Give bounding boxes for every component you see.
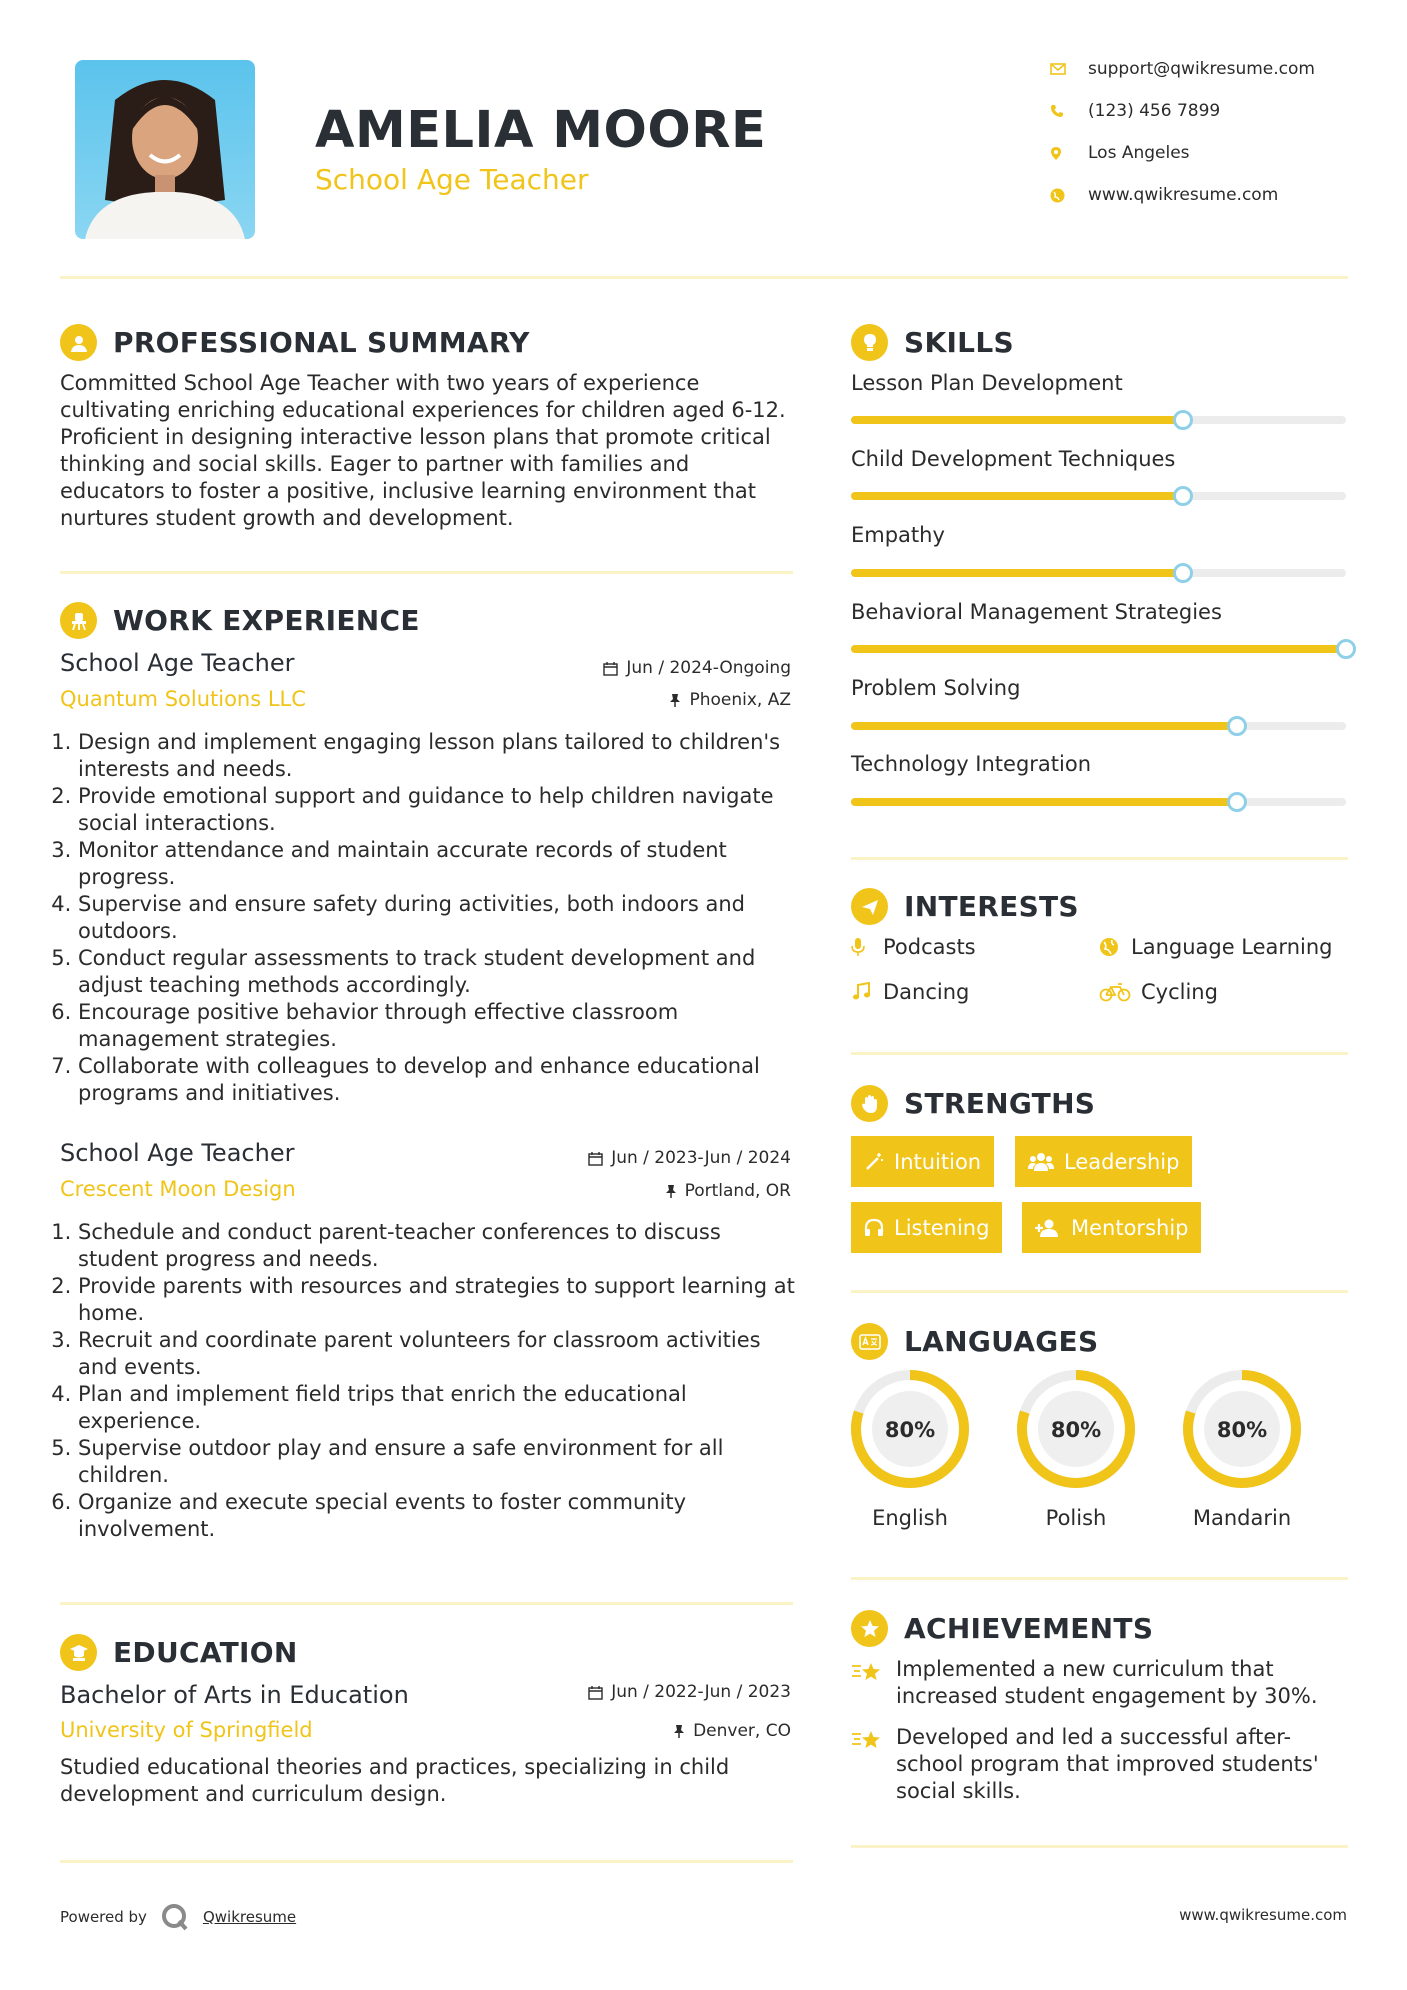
achievement-text: Developed and led a successful after-school program that improved students' social skills. bbox=[896, 1725, 1319, 1803]
achievements-title: ACHIEVEMENTS bbox=[904, 1612, 1154, 1645]
globe-icon bbox=[1099, 937, 1131, 957]
skill-bar bbox=[851, 416, 1346, 424]
language-name: English bbox=[872, 1506, 948, 1530]
list-item: 4. Supervise and ensure safety during activities, both indoors and outdoors. bbox=[78, 891, 800, 945]
qwikresume-logo-icon bbox=[161, 1903, 189, 1931]
education-location-text: Denver, CO bbox=[693, 1721, 791, 1741]
contact-location-text: Los Angeles bbox=[1088, 143, 1190, 163]
achievements-heading bbox=[851, 1610, 1153, 1647]
qwikresume-link[interactable]: Qwikresume bbox=[202, 1908, 297, 1926]
skill-label: Technology Integration bbox=[851, 752, 1092, 776]
header-divider bbox=[60, 276, 1348, 279]
languages-divider bbox=[851, 1577, 1348, 1580]
achievements-divider bbox=[851, 1845, 1348, 1848]
skill-label: Child Development Techniques bbox=[851, 447, 1176, 471]
achievement-item bbox=[851, 1656, 1348, 1710]
language-mandarin bbox=[1181, 1368, 1303, 1530]
list-item: 2. Provide parents with resources and strategies to support learning at home. bbox=[78, 1273, 800, 1327]
summary-divider bbox=[60, 571, 793, 574]
language-ring bbox=[1181, 1368, 1303, 1490]
interest-language-learning bbox=[1099, 935, 1332, 959]
skill-bar-knob bbox=[1173, 563, 1193, 583]
strength-tag-intuition bbox=[851, 1136, 994, 1187]
contact-email[interactable] bbox=[1050, 55, 1380, 83]
summary-text: Committed School Age Teacher with two years of experience cultivating enriching educational experiences for children aged 6-12. Proficient in designing interactive lesson plans that promote critical thinking and social skills. Eager to partner with families and educators to foster a positive, inclusive learning environment that nurtures student growth and development. bbox=[60, 371, 786, 530]
languages-heading bbox=[851, 1323, 1098, 1360]
language-percent: 80% bbox=[1050, 1418, 1102, 1442]
job-2-location bbox=[665, 1181, 791, 1201]
users-icon bbox=[1028, 1152, 1054, 1172]
list-item: 7. Collaborate with colleagues to develop and enhance educational programs and initiatives. bbox=[78, 1053, 800, 1107]
paper-plane-icon bbox=[851, 888, 888, 925]
strength-label: Intuition bbox=[894, 1149, 982, 1174]
language-name: Polish bbox=[1045, 1506, 1107, 1530]
skill-bar-fill bbox=[851, 569, 1183, 577]
language-icon bbox=[851, 1323, 888, 1360]
skill-bar-fill bbox=[851, 416, 1183, 424]
strengths-title: STRENGTHS bbox=[904, 1087, 1096, 1120]
job-1-date-text: Jun / 2024-Ongoing bbox=[626, 658, 791, 678]
language-polish bbox=[1015, 1368, 1137, 1530]
interest-podcasts bbox=[851, 935, 976, 959]
profile-photo bbox=[75, 60, 255, 239]
skill-bar-fill bbox=[851, 492, 1183, 500]
contact-email-text: support@qwikresume.com bbox=[1088, 59, 1315, 79]
skill-bar-fill bbox=[851, 722, 1237, 730]
language-percent: 80% bbox=[1216, 1418, 1268, 1442]
education-degree: Bachelor of Arts in Education bbox=[60, 1681, 409, 1709]
languages-title: LANGUAGES bbox=[904, 1325, 1099, 1358]
skill-bar-fill bbox=[851, 645, 1346, 653]
strength-label: Mentorship bbox=[1071, 1215, 1189, 1240]
strength-tag-mentorship bbox=[1022, 1202, 1201, 1253]
contact-phone bbox=[1050, 97, 1380, 125]
magic-wand-icon bbox=[864, 1152, 884, 1172]
lightbulb-icon bbox=[851, 324, 888, 361]
experience-heading bbox=[60, 602, 420, 639]
list-item: 6. Organize and execute special events to foster community involvement. bbox=[78, 1489, 800, 1543]
language-percent: 80% bbox=[884, 1418, 936, 1442]
interests-heading bbox=[851, 888, 1079, 925]
job-1-title: School Age Teacher bbox=[60, 649, 295, 677]
education-date-text: Jun / 2022-Jun / 2023 bbox=[611, 1682, 791, 1702]
experience-divider bbox=[60, 1602, 793, 1605]
education-location bbox=[673, 1721, 791, 1741]
shooting-star-icon bbox=[851, 1724, 896, 1759]
job-1-responsibilities bbox=[60, 729, 800, 1107]
phone-icon bbox=[1050, 104, 1088, 118]
experience-title: WORK EXPERIENCE bbox=[113, 604, 420, 637]
calendar-icon bbox=[603, 661, 618, 676]
interest-label: Podcasts bbox=[883, 935, 976, 959]
skill-label: Empathy bbox=[851, 523, 945, 547]
job-2-title: School Age Teacher bbox=[60, 1139, 295, 1167]
skill-bar-knob bbox=[1336, 639, 1356, 659]
summary-heading bbox=[60, 324, 530, 361]
achievement-text: Implemented a new curriculum that increased student engagement by 30%. bbox=[896, 1657, 1318, 1708]
list-item: 1. Design and implement engaging lesson plans tailored to children's interests and needs. bbox=[78, 729, 800, 783]
interest-label: Language Learning bbox=[1131, 935, 1333, 959]
skill-bar bbox=[851, 492, 1346, 500]
user-icon bbox=[60, 324, 97, 361]
education-heading bbox=[60, 1634, 298, 1671]
skills-title: SKILLS bbox=[904, 326, 1014, 359]
list-item: 6. Encourage positive behavior through effective classroom management strategies. bbox=[78, 999, 800, 1053]
job-2-date-text: Jun / 2023-Jun / 2024 bbox=[611, 1148, 791, 1168]
job-1-date bbox=[603, 658, 791, 678]
contact-phone-text: (123) 456 7899 bbox=[1088, 101, 1221, 121]
skill-label: Lesson Plan Development bbox=[851, 371, 1123, 395]
list-item: 5. Supervise outdoor play and ensure a safe environment for all children. bbox=[78, 1435, 800, 1489]
map-pin-icon bbox=[1050, 146, 1088, 161]
list-item: 3. Recruit and coordinate parent volunteers for classroom activities and events. bbox=[78, 1327, 800, 1381]
education-title: EDUCATION bbox=[113, 1636, 298, 1669]
interests-title: INTERESTS bbox=[904, 890, 1079, 923]
interests-divider bbox=[851, 1052, 1348, 1055]
candidate-name: AMELIA MOORE bbox=[315, 101, 767, 160]
language-ring bbox=[849, 1368, 971, 1490]
list-item: 3. Monitor attendance and maintain accurate records of student progress. bbox=[78, 837, 800, 891]
calendar-icon bbox=[588, 1685, 603, 1700]
job-1-location-text: Phoenix, AZ bbox=[689, 690, 791, 710]
skills-divider bbox=[851, 857, 1348, 860]
star-badge-icon bbox=[851, 1610, 888, 1647]
footer-website[interactable]: www.qwikresume.com bbox=[1179, 1906, 1347, 1924]
strength-label: Listening bbox=[894, 1215, 990, 1240]
strength-label: Leadership bbox=[1064, 1149, 1180, 1174]
skill-bar-fill bbox=[851, 798, 1237, 806]
job-2-location-text: Portland, OR bbox=[684, 1181, 791, 1201]
powered-by-text: Powered by bbox=[60, 1908, 147, 1926]
music-note-icon bbox=[851, 982, 883, 1002]
contact-website[interactable] bbox=[1050, 181, 1380, 209]
microphone-icon bbox=[851, 937, 883, 957]
contact-website-text: www.qwikresume.com bbox=[1088, 185, 1279, 205]
bicycle-icon bbox=[1099, 982, 1141, 1002]
interest-cycling bbox=[1099, 980, 1218, 1004]
list-item: 2. Provide emotional support and guidance to help children navigate social interactions. bbox=[78, 783, 800, 837]
education-description: Studied educational theories and practices, specializing in child development and curriculum design. bbox=[60, 1755, 730, 1806]
education-school: University of Springfield bbox=[60, 1718, 313, 1742]
list-item: 4. Plan and implement field trips that enrich the educational experience. bbox=[78, 1381, 800, 1435]
job-1-location bbox=[669, 690, 791, 710]
graduate-icon bbox=[60, 1634, 97, 1671]
headphones-icon bbox=[864, 1218, 884, 1238]
interest-label: Dancing bbox=[883, 980, 970, 1004]
job-1-company: Quantum Solutions LLC bbox=[60, 687, 306, 711]
chair-icon bbox=[60, 602, 97, 639]
globe-icon bbox=[1050, 188, 1088, 203]
footer-powered-by bbox=[60, 1903, 296, 1931]
hand-icon bbox=[851, 1085, 888, 1122]
skill-bar bbox=[851, 645, 1346, 653]
job-2-responsibilities bbox=[60, 1219, 800, 1543]
interest-dancing bbox=[851, 980, 969, 1004]
calendar-icon bbox=[588, 1151, 603, 1166]
achievement-item bbox=[851, 1724, 1348, 1805]
pushpin-icon bbox=[669, 693, 681, 708]
skill-bar-knob bbox=[1173, 410, 1193, 430]
education-divider bbox=[60, 1860, 793, 1863]
strength-tag-leadership bbox=[1015, 1136, 1192, 1187]
skill-bar-knob bbox=[1173, 486, 1193, 506]
language-ring bbox=[1015, 1368, 1137, 1490]
strength-tag-listening bbox=[851, 1202, 1002, 1253]
skill-bar bbox=[851, 722, 1346, 730]
summary-title: PROFESSIONAL SUMMARY bbox=[113, 326, 530, 359]
user-plus-icon bbox=[1035, 1218, 1061, 1238]
pushpin-icon bbox=[665, 1184, 677, 1199]
skill-bar-knob bbox=[1227, 716, 1247, 736]
skill-label: Problem Solving bbox=[851, 676, 1021, 700]
envelope-icon bbox=[1050, 63, 1088, 75]
list-item: 1. Schedule and conduct parent-teacher conferences to discuss student progress and needs. bbox=[78, 1219, 800, 1273]
skills-heading bbox=[851, 324, 1014, 361]
job-2-company: Crescent Moon Design bbox=[60, 1177, 296, 1201]
pushpin-icon bbox=[673, 1724, 685, 1739]
contact-location bbox=[1050, 139, 1380, 167]
skill-bar bbox=[851, 798, 1346, 806]
strengths-heading bbox=[851, 1085, 1095, 1122]
interest-label: Cycling bbox=[1141, 980, 1218, 1004]
language-name: Mandarin bbox=[1192, 1506, 1292, 1530]
education-date bbox=[588, 1682, 791, 1702]
skill-label: Behavioral Management Strategies bbox=[851, 600, 1222, 624]
shooting-star-icon bbox=[851, 1656, 896, 1691]
list-item: 5. Conduct regular assessments to track student development and adjust teaching methods accordingly. bbox=[78, 945, 800, 999]
candidate-title: School Age Teacher bbox=[315, 163, 589, 196]
language-english bbox=[849, 1368, 971, 1530]
skill-bar-knob bbox=[1227, 792, 1247, 812]
job-2-date bbox=[588, 1148, 791, 1168]
strengths-divider bbox=[851, 1290, 1348, 1293]
skill-bar bbox=[851, 569, 1346, 577]
